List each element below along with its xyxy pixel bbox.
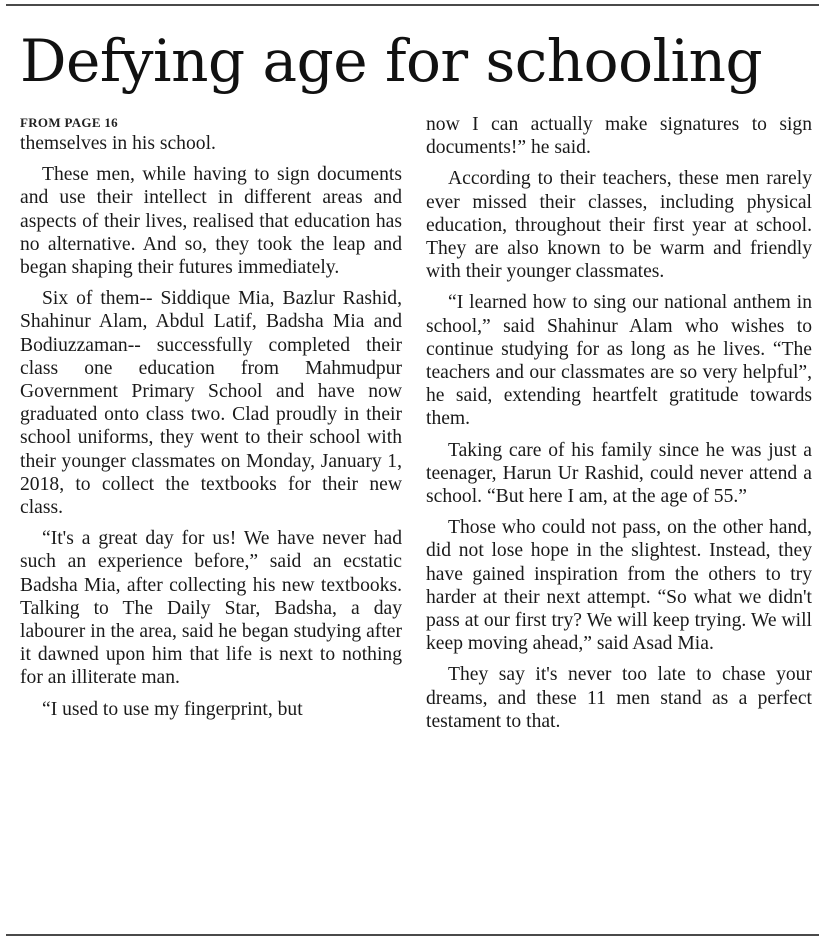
right-column xyxy=(426,113,812,733)
paragraph: They say it's never too late to chase your dreams, and these 11 men stand as a perfect testament to that. xyxy=(426,664,812,732)
paragraph: According to their teachers, these men rarely ever missed their classes, including physical education, throughout their first year at school. They are also known to be warm and friendly with their younger classmates. xyxy=(426,168,812,283)
paragraph: Those who could not pass, on the other hand, did not lose hope in the slightest. Instead, they have gained inspiration from the others to try harder at their next attempt. “So what we didn't pass at our first try? We will keep trying. We will keep moving ahead,” said Asad Mia. xyxy=(426,517,812,655)
paragraph: now I can actually make signatures to sign documents!” he said. xyxy=(426,114,812,159)
bottom-rule xyxy=(6,934,819,936)
paragraph: themselves in his school. xyxy=(20,133,216,154)
paragraph: Taking care of his family since he was just a teenager, Harun Ur Rashid, could never attend a school. “But here I am, at the age of 55.” xyxy=(426,439,812,508)
paragraph: These men, while having to sign documents and use their intellect in different areas and aspects of their lives, realised that education has no alternative. And so, they took the leap and began shaping their futures immediately. xyxy=(20,164,402,279)
paragraph: “It's a great day for us! We have never had such an experience before,” said an ecstatic Badsha Mia, after collecting his new textbooks. Talking to The Daily Star, Badsha, a day labourer in the area, said he began studying after it dawned upon him that life is next to nothing for an illiterate man. xyxy=(20,528,402,689)
top-rule xyxy=(6,4,819,6)
left-column xyxy=(20,112,402,721)
paragraph: Six of them-- Siddique Mia, Bazlur Rashid, Shahinur Alam, Abdul Latif, Badsha Mia and Bodiuzzaman-- successfully completed their class one education from Mahmudpur Government Primary School and have now graduated onto class two. Clad proudly in their school uniforms, they went to their school with their younger classmates on Monday, January 1, 2018, to collect the textbooks for their new class. xyxy=(20,288,402,519)
paragraph: “I used to use my fingerprint, but xyxy=(42,698,303,720)
paragraph: “I learned how to sing our national anthem in school,” said Shahinur Alam who wishes to continue studying for as long as he lives. “The teachers and our classmates are so very helpful”, he said, extending heartfelt gratitude towards them. xyxy=(426,292,812,430)
headline: Defying age for schooling xyxy=(20,27,763,95)
jump-line: FROM PAGE 16 xyxy=(20,115,118,130)
